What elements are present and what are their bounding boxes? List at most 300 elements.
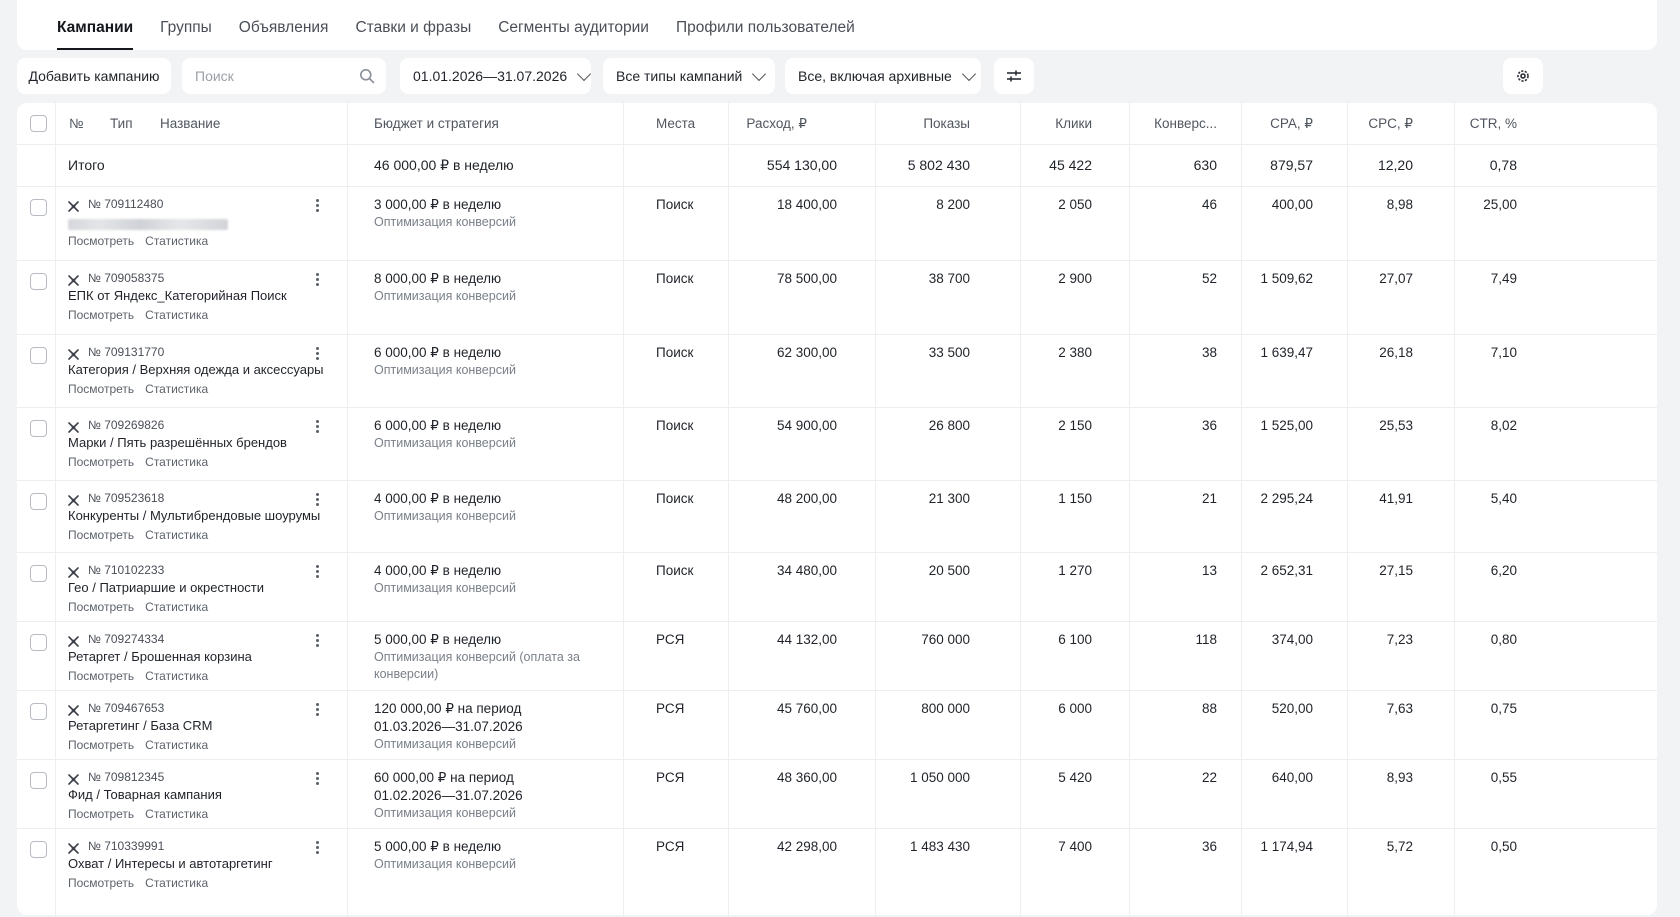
tab-3[interactable]: Ставки и фразы (355, 19, 472, 36)
row-links (68, 454, 219, 469)
campaign-id: № 709058375 (88, 271, 165, 285)
campaign-id: № 709812345 (88, 770, 165, 784)
budget-cell (374, 700, 614, 753)
stats-link[interactable]: Статистика (145, 807, 209, 821)
column-divider (1454, 691, 1455, 759)
column-divider (728, 187, 729, 260)
campaign-id: № 709131770 (88, 345, 165, 359)
column-divider (1241, 553, 1242, 621)
strategy-text: Оптимизация конверсий (374, 215, 516, 229)
filters-button[interactable] (994, 58, 1034, 94)
campaign-name: Конкуренты / Мультибрендовые шоурумы (68, 508, 321, 523)
add-campaign-button[interactable] (17, 58, 171, 94)
table-row (17, 187, 1657, 261)
column-divider (623, 187, 624, 260)
strategy-text: Оптимизация конверсий (374, 581, 516, 595)
stats-link[interactable]: Статистика (145, 876, 209, 890)
row-links (68, 875, 219, 890)
column-divider (875, 335, 876, 407)
column-divider (623, 145, 624, 186)
campaigns-table (17, 103, 1657, 915)
stats-link[interactable]: Статистика (145, 669, 209, 683)
row-links (68, 527, 219, 542)
stats-link[interactable]: Статистика (145, 234, 209, 248)
column-divider (347, 691, 348, 759)
unified-campaign-icon (68, 274, 79, 285)
view-link[interactable]: Посмотреть (68, 382, 135, 396)
row-checkbox[interactable] (30, 420, 47, 437)
column-divider (623, 103, 624, 144)
column-divider (1347, 335, 1348, 407)
column-divider (1454, 481, 1455, 552)
column-divider (55, 481, 56, 552)
cell-ctr: 0,50 (1490, 839, 1517, 854)
cell-spend: 62 300,00 (776, 345, 837, 360)
row-checkbox[interactable] (30, 199, 47, 216)
column-divider (728, 408, 729, 480)
budget-line: 4 000,00 ₽ в неделю (374, 563, 502, 578)
column-divider (1454, 335, 1455, 407)
view-link[interactable]: Посмотреть (68, 528, 135, 542)
more-vertical-icon[interactable] (310, 632, 324, 650)
cell-conversions: 46 (1201, 197, 1217, 212)
placement: Поиск (656, 345, 694, 360)
cell-spend: 18 400,00 (776, 197, 837, 212)
budget-cell (374, 490, 614, 525)
cell-spend: 42 298,00 (776, 839, 837, 854)
total-spend: 554 130,00 (766, 157, 837, 173)
cell-conversions: 38 (1201, 345, 1217, 360)
column-divider (55, 261, 56, 334)
budget-cell (374, 270, 614, 305)
column-divider (1347, 760, 1348, 828)
total-label: Итого (68, 157, 105, 173)
stats-link[interactable]: Статистика (145, 738, 209, 752)
header-name: Название (160, 116, 221, 131)
column-divider (728, 261, 729, 334)
stats-link[interactable]: Статистика (145, 600, 209, 614)
column-divider (875, 145, 876, 186)
column-divider (1129, 103, 1130, 144)
row-links (68, 233, 219, 248)
cell-cpa: 520,00 (1271, 701, 1313, 716)
budget-line: 6 000,00 ₽ в неделю (374, 418, 502, 433)
column-divider (1129, 829, 1130, 915)
column-divider (1454, 553, 1455, 621)
column-divider (1241, 408, 1242, 480)
cell-cpa: 2 652,31 (1260, 563, 1313, 578)
strategy-text: Оптимизация конверсий (оплата за конверсии) (374, 650, 580, 681)
cell-clicks: 1 150 (1058, 491, 1092, 506)
campaign-name-blurred (68, 219, 228, 230)
campaign-id: № 709274334 (88, 632, 165, 646)
cell-cpc: 26,18 (1379, 345, 1413, 360)
column-divider (347, 408, 348, 480)
chevron-down-icon (577, 66, 591, 80)
cell-ctr: 0,75 (1490, 701, 1517, 716)
column-divider (1129, 335, 1130, 407)
search-field[interactable] (182, 58, 386, 94)
column-divider (875, 261, 876, 334)
unified-campaign-icon (68, 494, 79, 505)
column-divider (1020, 187, 1021, 260)
column-divider (1241, 691, 1242, 759)
column-divider (623, 691, 624, 759)
archive-filter-select[interactable] (785, 58, 981, 94)
strategy-text: Оптимизация конверсий (374, 737, 516, 751)
column-divider (728, 622, 729, 690)
column-divider (1241, 829, 1242, 915)
column-divider (55, 553, 56, 621)
column-divider (1020, 261, 1021, 334)
view-link[interactable]: Посмотреть (68, 455, 135, 469)
more-vertical-icon[interactable] (310, 271, 324, 289)
unified-campaign-icon (68, 704, 79, 715)
total-cpa: 879,57 (1270, 157, 1313, 173)
view-link[interactable]: Посмотреть (68, 669, 135, 683)
cell-clicks: 6 100 (1058, 632, 1092, 647)
cell-conversions: 36 (1201, 418, 1217, 433)
strategy-text: Оптимизация конверсий (374, 363, 516, 377)
budget-line: 6 000,00 ₽ в неделю (374, 345, 502, 360)
header-placements: Места (656, 116, 696, 131)
budget-line: 5 000,00 ₽ в неделю (374, 632, 502, 647)
column-divider (1347, 829, 1348, 915)
campaign-name: Марки / Пять разрешённых брендов (68, 435, 287, 450)
column-divider (1129, 187, 1130, 260)
more-vertical-icon[interactable] (310, 345, 324, 363)
column-divider (875, 408, 876, 480)
cell-impressions: 760 000 (921, 632, 970, 647)
strategy-text: Оптимизация конверсий (374, 806, 516, 820)
column-divider (1020, 829, 1021, 915)
column-divider (1347, 553, 1348, 621)
table-row (17, 408, 1657, 481)
row-checkbox[interactable] (30, 565, 47, 582)
placement: Поиск (656, 491, 694, 506)
toolbar (17, 58, 1657, 94)
campaign-id: № 709112480 (88, 197, 164, 211)
search-input[interactable] (195, 68, 365, 84)
cell-ctr: 0,80 (1490, 632, 1517, 647)
budget-line: 01.03.2026—31.07.2026 (374, 719, 523, 734)
row-checkbox[interactable] (30, 493, 47, 510)
budget-cell (374, 631, 614, 683)
cell-cpa: 1 639,47 (1260, 345, 1313, 360)
unified-campaign-icon (68, 842, 79, 853)
total-budget: 46 000,00 ₽ в неделю (374, 157, 514, 173)
unified-campaign-icon (68, 421, 79, 432)
view-link[interactable]: Посмотреть (68, 600, 135, 614)
unified-campaign-icon (68, 773, 79, 784)
column-divider (1241, 622, 1242, 690)
view-link[interactable]: Посмотреть (68, 308, 135, 322)
campaign-type-select[interactable] (603, 58, 775, 94)
column-divider (347, 187, 348, 260)
cell-cpa: 640,00 (1271, 770, 1313, 785)
header-budget: Бюджет и стратегия (374, 116, 499, 131)
column-divider (875, 187, 876, 260)
column-divider (1129, 691, 1130, 759)
cell-impressions: 800 000 (921, 701, 970, 716)
campaign-name: Ретаргет / Брошенная корзина (68, 649, 252, 664)
column-divider (728, 145, 729, 186)
column-divider (623, 261, 624, 334)
campaign-type-value: Все типы кампаний (616, 68, 743, 84)
column-divider (55, 691, 56, 759)
chevron-down-icon (752, 66, 766, 80)
row-links (68, 806, 219, 821)
cell-impressions: 20 500 (928, 563, 970, 578)
column-divider (875, 691, 876, 759)
column-divider (1241, 261, 1242, 334)
column-divider (1020, 481, 1021, 552)
view-link[interactable]: Посмотреть (68, 807, 135, 821)
campaign-id: № 710339991 (88, 839, 165, 853)
cell-cpa: 2 295,24 (1260, 491, 1313, 506)
cell-conversions: 88 (1201, 701, 1217, 716)
column-divider (1347, 691, 1348, 759)
column-divider (347, 553, 348, 621)
more-vertical-icon[interactable] (310, 491, 324, 509)
more-vertical-icon[interactable] (310, 418, 324, 436)
total-row (17, 145, 1657, 187)
column-divider (1241, 335, 1242, 407)
tab-0[interactable]: Кампании (57, 19, 133, 50)
unified-campaign-icon (68, 566, 79, 577)
strategy-text: Оптимизация конверсий (374, 436, 516, 450)
column-divider (347, 145, 348, 186)
column-divider (1347, 187, 1348, 260)
tab-5[interactable]: Профили пользователей (675, 19, 855, 36)
cell-spend: 34 480,00 (776, 563, 837, 578)
cell-cpc: 8,98 (1386, 197, 1413, 212)
more-vertical-icon[interactable] (310, 839, 324, 857)
row-links (68, 381, 219, 396)
row-checkbox[interactable] (30, 273, 47, 290)
placement: РСЯ (656, 839, 685, 854)
placement: Поиск (656, 271, 694, 286)
column-divider (1347, 481, 1348, 552)
column-divider (1454, 408, 1455, 480)
column-divider (728, 691, 729, 759)
column-divider (1020, 103, 1021, 144)
column-divider (55, 622, 56, 690)
row-checkbox[interactable] (30, 841, 47, 858)
column-divider (55, 829, 56, 915)
cell-ctr: 0,55 (1490, 770, 1517, 785)
campaign-name: Категория / Верхняя одежда и аксессуары (68, 362, 324, 377)
row-checkbox[interactable] (30, 703, 47, 720)
strategy-text: Оптимизация конверсий (374, 289, 516, 303)
column-divider (728, 553, 729, 621)
view-link[interactable]: Посмотреть (68, 738, 135, 752)
total-impressions: 5 802 430 (907, 157, 970, 173)
cell-spend: 45 760,00 (776, 701, 837, 716)
budget-line: 120 000,00 ₽ на период (374, 701, 522, 716)
cell-clicks: 7 400 (1058, 839, 1092, 854)
column-divider (623, 622, 624, 690)
more-vertical-icon[interactable] (310, 701, 324, 719)
column-divider (623, 481, 624, 552)
budget-line: 01.02.2026—31.07.2026 (374, 788, 523, 803)
table-row (17, 553, 1657, 622)
date-range-value: 01.01.2026—31.07.2026 (413, 68, 568, 84)
campaign-name: ЕПК от Яндекс_Категорийная Поиск (68, 288, 287, 303)
budget-line: 8 000,00 ₽ в неделю (374, 271, 502, 286)
column-divider (1241, 103, 1242, 144)
budget-line: 4 000,00 ₽ в неделю (374, 491, 502, 506)
more-vertical-icon[interactable] (310, 197, 324, 215)
placement: Поиск (656, 418, 694, 433)
cell-cpc: 8,93 (1386, 770, 1413, 785)
column-divider (1020, 408, 1021, 480)
tab-2[interactable]: Объявления (238, 19, 329, 36)
sliders-icon (1006, 69, 1022, 83)
column-divider (55, 145, 56, 186)
column-divider (875, 622, 876, 690)
column-divider (1454, 187, 1455, 260)
table-row (17, 829, 1657, 915)
campaign-id: № 710102233 (88, 563, 165, 577)
select-all-checkbox[interactable] (30, 115, 47, 132)
column-divider (1020, 760, 1021, 828)
stats-link[interactable]: Статистика (145, 455, 209, 469)
column-divider (623, 553, 624, 621)
row-checkbox[interactable] (30, 347, 47, 364)
gear-icon (1515, 68, 1531, 84)
table-row (17, 481, 1657, 553)
header-ctr: CTR, % (1469, 116, 1517, 131)
column-divider (1347, 408, 1348, 480)
chevron-down-icon (962, 66, 976, 80)
cell-cpa: 1 174,94 (1260, 839, 1313, 854)
cell-conversions: 36 (1201, 839, 1217, 854)
column-divider (623, 760, 624, 828)
stats-link[interactable]: Статистика (145, 308, 209, 322)
cell-ctr: 8,02 (1490, 418, 1517, 433)
cell-clicks: 5 420 (1058, 770, 1092, 785)
column-divider (1241, 481, 1242, 552)
campaign-id: № 709467653 (88, 701, 165, 715)
date-range-select[interactable] (400, 58, 591, 94)
budget-cell (374, 344, 614, 379)
column-divider (728, 103, 729, 144)
view-link[interactable]: Посмотреть (68, 234, 135, 248)
column-divider (347, 481, 348, 552)
column-divider (875, 481, 876, 552)
table-header (17, 103, 1657, 145)
column-divider (875, 103, 876, 144)
header-conversions: Конверс... (1154, 116, 1217, 131)
row-checkbox[interactable] (30, 772, 47, 789)
column-divider (347, 829, 348, 915)
column-divider (347, 103, 348, 144)
tab-1[interactable]: Группы (160, 19, 212, 36)
placement: Поиск (656, 563, 694, 578)
cell-cpa: 400,00 (1271, 197, 1313, 212)
column-divider (1241, 760, 1242, 828)
budget-cell (374, 562, 614, 597)
column-divider (623, 408, 624, 480)
search-icon[interactable] (359, 68, 375, 84)
budget-cell (374, 196, 614, 231)
cell-ctr: 5,40 (1490, 491, 1517, 506)
cell-conversions: 118 (1195, 632, 1217, 647)
column-divider (1129, 622, 1130, 690)
column-divider (1020, 335, 1021, 407)
budget-cell (374, 417, 614, 452)
cell-cpc: 41,91 (1379, 491, 1413, 506)
column-divider (55, 408, 56, 480)
cell-impressions: 26 800 (928, 418, 970, 433)
campaign-name: Охват / Интересы и автотаргетинг (68, 856, 273, 871)
cell-impressions: 8 200 (936, 197, 970, 212)
column-divider (875, 553, 876, 621)
column-divider (347, 760, 348, 828)
cell-spend: 48 200,00 (776, 491, 837, 506)
column-divider (1454, 261, 1455, 334)
budget-line: 60 000,00 ₽ на период (374, 770, 514, 785)
budget-line: 5 000,00 ₽ в неделю (374, 839, 502, 854)
cell-conversions: 52 (1201, 271, 1217, 286)
cell-clicks: 1 270 (1058, 563, 1092, 578)
cell-cpc: 27,07 (1379, 271, 1413, 286)
campaign-id: № 709269826 (88, 418, 165, 432)
row-links (68, 737, 219, 752)
campaign-id: № 709523618 (88, 491, 165, 505)
table-row (17, 622, 1657, 691)
row-checkbox[interactable] (30, 634, 47, 651)
row-links (68, 307, 219, 322)
column-divider (875, 760, 876, 828)
table-row (17, 760, 1657, 829)
strategy-text: Оптимизация конверсий (374, 509, 516, 523)
cell-cpc: 5,72 (1386, 839, 1413, 854)
more-vertical-icon[interactable] (310, 770, 324, 788)
cell-conversions: 13 (1201, 563, 1217, 578)
cell-cpc: 27,15 (1379, 563, 1413, 578)
cell-impressions: 33 500 (928, 345, 970, 360)
header-impressions: Показы (923, 116, 970, 131)
placement: РСЯ (656, 632, 685, 647)
column-divider (55, 187, 56, 260)
total-cpc: 12,20 (1377, 157, 1413, 173)
settings-button[interactable] (1503, 58, 1543, 94)
more-vertical-icon[interactable] (310, 563, 324, 581)
column-divider (728, 760, 729, 828)
placement: РСЯ (656, 770, 685, 785)
column-divider (1129, 481, 1130, 552)
column-divider (1347, 103, 1348, 144)
budget-line: 3 000,00 ₽ в неделю (374, 197, 502, 212)
stats-link[interactable]: Статистика (145, 528, 209, 542)
campaign-name: Фид / Товарная кампания (68, 787, 222, 802)
column-divider (55, 760, 56, 828)
header-type: Тип (110, 116, 133, 131)
cell-spend: 54 900,00 (776, 418, 837, 433)
tabs-bar (17, 0, 1657, 50)
stats-link[interactable]: Статистика (145, 382, 209, 396)
budget-cell (374, 838, 614, 873)
cell-impressions: 38 700 (928, 271, 970, 286)
row-links (68, 599, 219, 614)
view-link[interactable]: Посмотреть (68, 876, 135, 890)
cell-spend: 48 360,00 (776, 770, 837, 785)
cell-cpc: 7,23 (1386, 632, 1413, 647)
cell-ctr: 7,10 (1490, 345, 1517, 360)
tab-4[interactable]: Сегменты аудитории (498, 19, 649, 36)
